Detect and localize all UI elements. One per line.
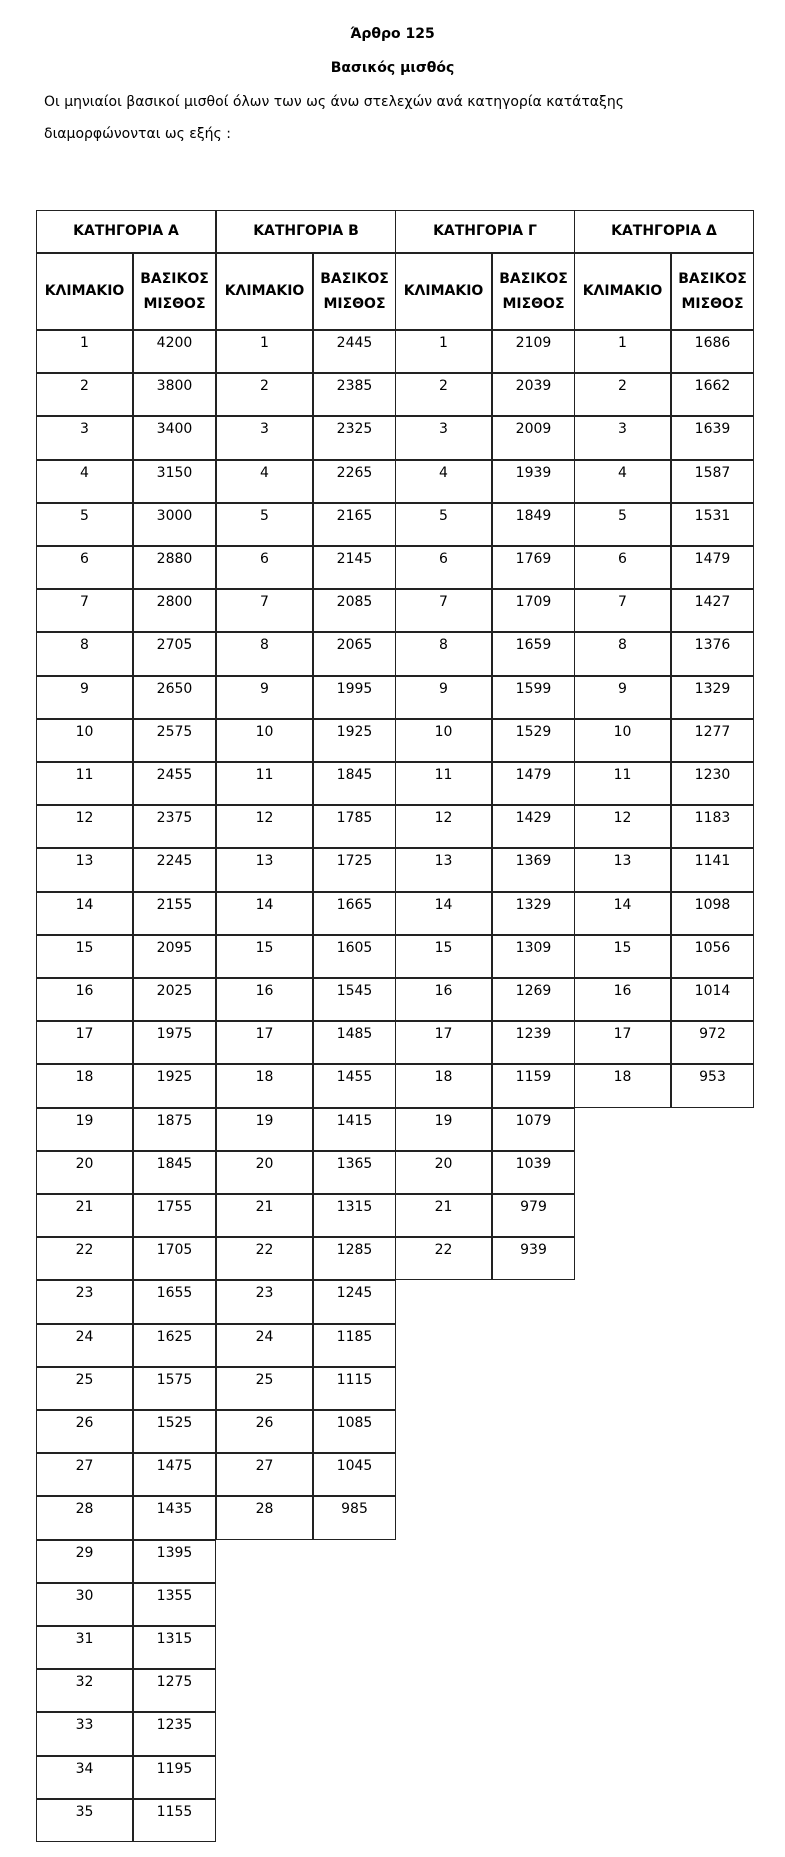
- step-number-cell: 12: [395, 805, 492, 848]
- salary-value-cell: 1309: [492, 935, 575, 978]
- step-number-cell: 23: [36, 1280, 133, 1324]
- salary-value-cell: 1455: [313, 1064, 396, 1108]
- salary-value-cell: 1709: [492, 589, 575, 632]
- salary-value-cell: 4200: [133, 330, 216, 373]
- salary-value-cell: 1659: [492, 632, 575, 676]
- step-number-cell: 21: [36, 1194, 133, 1237]
- salary-value-cell: 1475: [133, 1453, 216, 1496]
- salary-value-cell: 1269: [492, 978, 575, 1021]
- step-number-cell: 18: [395, 1064, 492, 1108]
- step-number-cell: 4: [216, 460, 313, 503]
- step-number-cell: 12: [36, 805, 133, 848]
- salary-value-cell: 1098: [671, 892, 754, 935]
- salary-value-cell: 2145: [313, 546, 396, 589]
- salary-value-cell: 2245: [133, 848, 216, 892]
- step-column-header: ΚΛΙΜΑΚΙΟ: [216, 253, 313, 330]
- step-number-cell: 18: [216, 1064, 313, 1108]
- salary-value-cell: 2445: [313, 330, 396, 373]
- step-number-cell: 16: [36, 978, 133, 1021]
- step-number-cell: 5: [395, 503, 492, 546]
- step-number-cell: 1: [574, 330, 671, 373]
- salary-value-cell: 1183: [671, 805, 754, 848]
- step-number-cell: 10: [395, 719, 492, 762]
- step-number-cell: 35: [36, 1799, 133, 1842]
- salary-value-cell: 2085: [313, 589, 396, 632]
- step-number-cell: 9: [574, 676, 671, 719]
- step-number-cell: 33: [36, 1712, 133, 1756]
- salary-value-cell: 2065: [313, 632, 396, 676]
- step-number-cell: 5: [36, 503, 133, 546]
- salary-column-header: [671, 253, 754, 330]
- salary-value-cell: 1315: [313, 1194, 396, 1237]
- salary-value-cell: 2880: [133, 546, 216, 589]
- salary-value-cell: 2375: [133, 805, 216, 848]
- salary-value-cell: 1785: [313, 805, 396, 848]
- salary-value-cell: 2705: [133, 632, 216, 676]
- category-header: ΚΑΤΗΓΟΡΙΑ Δ: [574, 210, 754, 253]
- category-header: ΚΑΤΗΓΟΡΙΑ Β: [216, 210, 396, 253]
- step-number-cell: 11: [36, 762, 133, 805]
- step-number-cell: 13: [574, 848, 671, 892]
- step-number-cell: 18: [574, 1064, 671, 1108]
- step-number-cell: 16: [216, 978, 313, 1021]
- salary-value-cell: 1686: [671, 330, 754, 373]
- salary-value-cell: 1369: [492, 848, 575, 892]
- step-number-cell: 3: [395, 416, 492, 460]
- salary-value-cell: 1625: [133, 1324, 216, 1367]
- step-number-cell: 14: [216, 892, 313, 935]
- step-column-header: ΚΛΙΜΑΚΙΟ: [574, 253, 671, 330]
- salary-value-cell: 1115: [313, 1367, 396, 1410]
- salary-header-line-2: ΜΙΣΘΟΣ: [323, 295, 386, 312]
- salary-value-cell: 1429: [492, 805, 575, 848]
- salary-value-cell: 1185: [313, 1324, 396, 1367]
- salary-value-cell: 979: [492, 1194, 575, 1237]
- step-number-cell: 19: [216, 1108, 313, 1151]
- salary-value-cell: 1277: [671, 719, 754, 762]
- salary-value-cell: 1376: [671, 632, 754, 676]
- salary-value-cell: 1085: [313, 1410, 396, 1453]
- salary-value-cell: 2025: [133, 978, 216, 1021]
- salary-value-cell: 1235: [133, 1712, 216, 1756]
- step-number-cell: 20: [216, 1151, 313, 1194]
- salary-value-cell: 2265: [313, 460, 396, 503]
- salary-value-cell: 1014: [671, 978, 754, 1021]
- step-number-cell: 27: [216, 1453, 313, 1496]
- step-number-cell: 8: [36, 632, 133, 676]
- step-number-cell: 6: [216, 546, 313, 589]
- salary-value-cell: 1545: [313, 978, 396, 1021]
- step-number-cell: 23: [216, 1280, 313, 1324]
- salary-value-cell: 1939: [492, 460, 575, 503]
- step-number-cell: 25: [36, 1367, 133, 1410]
- salary-value-cell: 1245: [313, 1280, 396, 1324]
- salary-value-cell: 1925: [133, 1064, 216, 1108]
- step-number-cell: 22: [216, 1237, 313, 1280]
- step-number-cell: 7: [574, 589, 671, 632]
- step-number-cell: 17: [36, 1021, 133, 1064]
- intro-text-line-1: Οι μηνιαίοι βασικοί μισθοί όλων των ως άνω στελεχών ανά κατηγορία κατάταξης: [44, 94, 624, 110]
- salary-value-cell: 1141: [671, 848, 754, 892]
- salary-value-cell: 1705: [133, 1237, 216, 1280]
- salary-value-cell: 1655: [133, 1280, 216, 1324]
- salary-value-cell: 2800: [133, 589, 216, 632]
- step-number-cell: 14: [36, 892, 133, 935]
- step-number-cell: 13: [36, 848, 133, 892]
- salary-header-line-1: ΒΑΣΙΚΟΣ: [140, 271, 209, 288]
- step-number-cell: 28: [36, 1496, 133, 1540]
- step-number-cell: 34: [36, 1756, 133, 1799]
- step-number-cell: 11: [216, 762, 313, 805]
- salary-value-cell: 2455: [133, 762, 216, 805]
- salary-value-cell: 3800: [133, 373, 216, 416]
- step-number-cell: 6: [36, 546, 133, 589]
- salary-value-cell: 1195: [133, 1756, 216, 1799]
- step-number-cell: 22: [395, 1237, 492, 1280]
- step-number-cell: 14: [574, 892, 671, 935]
- salary-value-cell: 1662: [671, 373, 754, 416]
- salary-column-header: [492, 253, 575, 330]
- step-number-cell: 4: [395, 460, 492, 503]
- salary-value-cell: 1239: [492, 1021, 575, 1064]
- salary-value-cell: 1531: [671, 503, 754, 546]
- salary-value-cell: 1587: [671, 460, 754, 503]
- salary-value-cell: 2039: [492, 373, 575, 416]
- step-number-cell: 4: [36, 460, 133, 503]
- salary-value-cell: 1849: [492, 503, 575, 546]
- step-number-cell: 8: [216, 632, 313, 676]
- step-number-cell: 16: [395, 978, 492, 1021]
- salary-column-header: [313, 253, 396, 330]
- salary-value-cell: 1329: [492, 892, 575, 935]
- step-number-cell: 26: [36, 1410, 133, 1453]
- step-number-cell: 2: [395, 373, 492, 416]
- step-number-cell: 13: [216, 848, 313, 892]
- salary-value-cell: 1479: [492, 762, 575, 805]
- salary-value-cell: 1355: [133, 1583, 216, 1626]
- step-number-cell: 27: [36, 1453, 133, 1496]
- step-number-cell: 24: [36, 1324, 133, 1367]
- salary-value-cell: 1875: [133, 1108, 216, 1151]
- salary-value-cell: 1575: [133, 1367, 216, 1410]
- salary-value-cell: 2650: [133, 676, 216, 719]
- salary-value-cell: 2575: [133, 719, 216, 762]
- salary-value-cell: 1365: [313, 1151, 396, 1194]
- step-number-cell: 1: [395, 330, 492, 373]
- step-number-cell: 3: [216, 416, 313, 460]
- salary-value-cell: 953: [671, 1064, 754, 1108]
- salary-value-cell: 1275: [133, 1669, 216, 1712]
- step-number-cell: 7: [395, 589, 492, 632]
- salary-column-header: [133, 253, 216, 330]
- step-number-cell: 7: [36, 589, 133, 632]
- step-number-cell: 11: [574, 762, 671, 805]
- salary-value-cell: 1415: [313, 1108, 396, 1151]
- salary-value-cell: 2009: [492, 416, 575, 460]
- step-number-cell: 26: [216, 1410, 313, 1453]
- step-number-cell: 10: [574, 719, 671, 762]
- salary-value-cell: 1665: [313, 892, 396, 935]
- salary-header-line-1: ΒΑΣΙΚΟΣ: [320, 271, 389, 288]
- step-number-cell: 3: [574, 416, 671, 460]
- step-number-cell: 21: [395, 1194, 492, 1237]
- salary-value-cell: 1056: [671, 935, 754, 978]
- salary-value-cell: 1285: [313, 1237, 396, 1280]
- step-number-cell: 15: [36, 935, 133, 978]
- salary-value-cell: 1045: [313, 1453, 396, 1496]
- salary-value-cell: 1079: [492, 1108, 575, 1151]
- salary-value-cell: 1159: [492, 1064, 575, 1108]
- salary-value-cell: 1639: [671, 416, 754, 460]
- step-number-cell: 16: [574, 978, 671, 1021]
- step-number-cell: 20: [395, 1151, 492, 1194]
- salary-header-line-2: ΜΙΣΘΟΣ: [143, 295, 206, 312]
- salary-value-cell: 1995: [313, 676, 396, 719]
- step-number-cell: 17: [574, 1021, 671, 1064]
- step-number-cell: 17: [216, 1021, 313, 1064]
- step-number-cell: 30: [36, 1583, 133, 1626]
- salary-value-cell: 1755: [133, 1194, 216, 1237]
- step-number-cell: 19: [395, 1108, 492, 1151]
- step-number-cell: 1: [36, 330, 133, 373]
- salary-value-cell: 1845: [313, 762, 396, 805]
- salary-value-cell: 1725: [313, 848, 396, 892]
- category-header: ΚΑΤΗΓΟΡΙΑ Α: [36, 210, 216, 253]
- step-number-cell: 5: [574, 503, 671, 546]
- step-number-cell: 4: [574, 460, 671, 503]
- step-number-cell: 2: [216, 373, 313, 416]
- salary-value-cell: 1975: [133, 1021, 216, 1064]
- step-number-cell: 19: [36, 1108, 133, 1151]
- article-subtitle: Βασικός μισθός: [330, 60, 455, 76]
- salary-value-cell: 1039: [492, 1151, 575, 1194]
- step-number-cell: 2: [36, 373, 133, 416]
- step-number-cell: 28: [216, 1496, 313, 1540]
- salary-value-cell: 1599: [492, 676, 575, 719]
- salary-value-cell: 1605: [313, 935, 396, 978]
- step-number-cell: 6: [574, 546, 671, 589]
- salary-value-cell: 1479: [671, 546, 754, 589]
- salary-value-cell: 1230: [671, 762, 754, 805]
- salary-value-cell: 1845: [133, 1151, 216, 1194]
- salary-header-line-1: ΒΑΣΙΚΟΣ: [499, 271, 568, 288]
- step-number-cell: 1: [216, 330, 313, 373]
- step-column-header: ΚΛΙΜΑΚΙΟ: [36, 253, 133, 330]
- step-number-cell: 3: [36, 416, 133, 460]
- step-number-cell: 12: [216, 805, 313, 848]
- salary-header-line-2: ΜΙΣΘΟΣ: [681, 295, 744, 312]
- salary-value-cell: 1925: [313, 719, 396, 762]
- salary-value-cell: 1435: [133, 1496, 216, 1540]
- step-number-cell: 10: [216, 719, 313, 762]
- salary-value-cell: 2155: [133, 892, 216, 935]
- step-column-header: ΚΛΙΜΑΚΙΟ: [395, 253, 492, 330]
- step-number-cell: 25: [216, 1367, 313, 1410]
- step-number-cell: 5: [216, 503, 313, 546]
- salary-value-cell: 972: [671, 1021, 754, 1064]
- step-number-cell: 21: [216, 1194, 313, 1237]
- salary-value-cell: 3000: [133, 503, 216, 546]
- step-number-cell: 20: [36, 1151, 133, 1194]
- step-number-cell: 9: [216, 676, 313, 719]
- step-number-cell: 10: [36, 719, 133, 762]
- step-number-cell: 32: [36, 1669, 133, 1712]
- step-number-cell: 24: [216, 1324, 313, 1367]
- category-header: ΚΑΤΗΓΟΡΙΑ Γ: [395, 210, 575, 253]
- salary-value-cell: 1315: [133, 1626, 216, 1669]
- salary-header-line-1: ΒΑΣΙΚΟΣ: [678, 271, 747, 288]
- step-number-cell: 7: [216, 589, 313, 632]
- step-number-cell: 31: [36, 1626, 133, 1669]
- step-number-cell: 15: [395, 935, 492, 978]
- salary-value-cell: 2325: [313, 416, 396, 460]
- intro-text-line-2: διαμορφώνονται ως εξής :: [44, 126, 231, 142]
- step-number-cell: 8: [574, 632, 671, 676]
- step-number-cell: 9: [36, 676, 133, 719]
- salary-value-cell: 1485: [313, 1021, 396, 1064]
- salary-value-cell: 2385: [313, 373, 396, 416]
- salary-value-cell: 2109: [492, 330, 575, 373]
- salary-value-cell: 1395: [133, 1540, 216, 1583]
- step-number-cell: 2: [574, 373, 671, 416]
- salary-value-cell: 1529: [492, 719, 575, 762]
- salary-value-cell: 1329: [671, 676, 754, 719]
- salary-value-cell: 1525: [133, 1410, 216, 1453]
- salary-value-cell: 2095: [133, 935, 216, 978]
- step-number-cell: 13: [395, 848, 492, 892]
- salary-value-cell: 3400: [133, 416, 216, 460]
- step-number-cell: 22: [36, 1237, 133, 1280]
- salary-value-cell: 1769: [492, 546, 575, 589]
- step-number-cell: 9: [395, 676, 492, 719]
- step-number-cell: 17: [395, 1021, 492, 1064]
- step-number-cell: 6: [395, 546, 492, 589]
- salary-value-cell: 985: [313, 1496, 396, 1540]
- salary-header-line-2: ΜΙΣΘΟΣ: [502, 295, 565, 312]
- step-number-cell: 14: [395, 892, 492, 935]
- salary-value-cell: 939: [492, 1237, 575, 1280]
- step-number-cell: 11: [395, 762, 492, 805]
- salary-value-cell: 1427: [671, 589, 754, 632]
- step-number-cell: 15: [574, 935, 671, 978]
- step-number-cell: 18: [36, 1064, 133, 1108]
- salary-value-cell: 2165: [313, 503, 396, 546]
- step-number-cell: 15: [216, 935, 313, 978]
- article-title: Άρθρο 125: [350, 26, 435, 42]
- salary-value-cell: 3150: [133, 460, 216, 503]
- salary-value-cell: 1155: [133, 1799, 216, 1842]
- step-number-cell: 29: [36, 1540, 133, 1583]
- step-number-cell: 8: [395, 632, 492, 676]
- step-number-cell: 12: [574, 805, 671, 848]
